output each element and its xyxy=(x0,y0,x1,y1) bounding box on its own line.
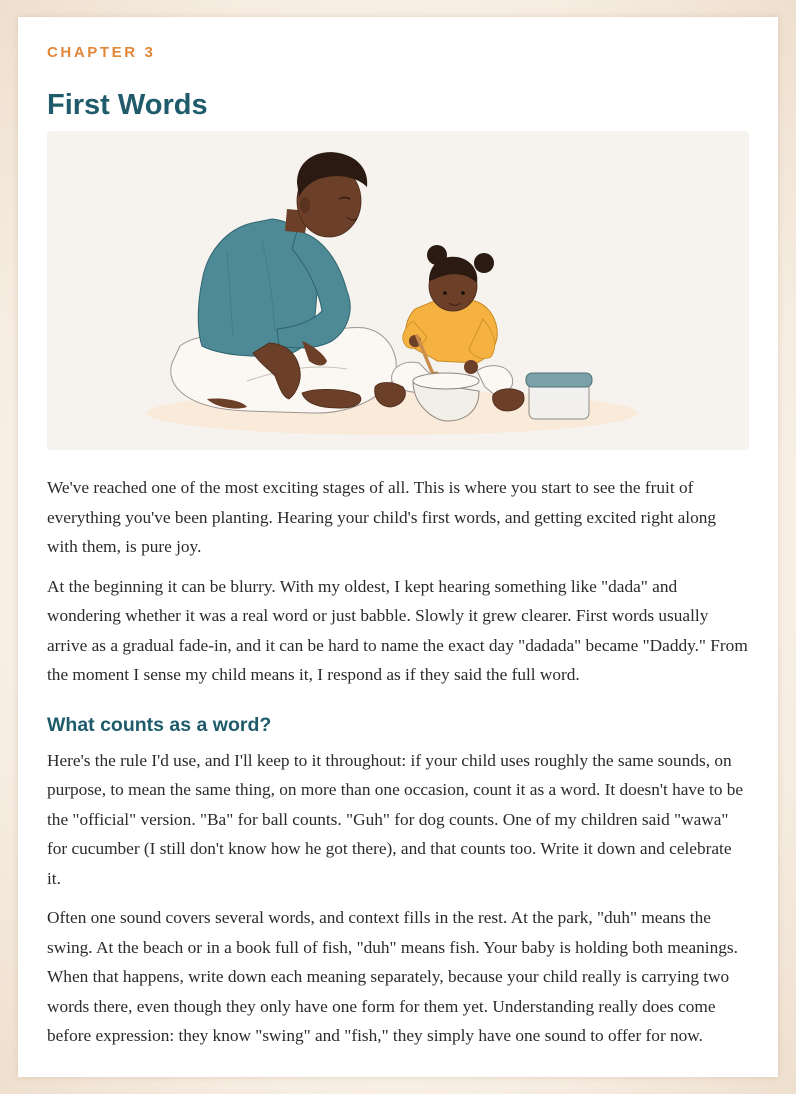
parent-and-toddler-illustration xyxy=(47,131,749,450)
intro-paragraph: We've reached one of the most exciting stages of all. This is where you start to see the fruit of everything you've been planting. Hearing your child's first words, and getting excited right along with them, is pure joy. xyxy=(47,478,716,556)
page-content xyxy=(47,43,749,1051)
context-paragraph: Often one sound covers several words, and context fills in the rest. At the park, "duh" means the swing. At the beach or in a book full of fish, "duh" means fish. Your baby is holding both meanings. When that happens, write down each meaning separately, because your child really is carrying two words there, even though they only have one form for them yet. Understanding really does come before expression: they know "swing" and "fish," they simply have one sound to offer for now. xyxy=(47,908,738,1045)
book-page xyxy=(18,17,778,1077)
chapter-illustration xyxy=(47,131,749,450)
word-rule-paragraph: Here's the rule I'd use, and I'll keep to it throughout: if your child uses roughly the same sounds, on purpose, to mean the same thing, on more than one occasion, count it as a word. It doesn't have to be the "official" version. "Ba" for ball counts. "Guh" for dog counts. One of my children said "wawa" for cucumber (I still don't know how he got there), and that counts too. Write it down and celebrate it. xyxy=(47,750,744,888)
blurry-beginning-paragraph: At the beginning it can be blurry. With my oldest, I kept hearing something like "dada" and wondering whether it was a real word or just babble. Slowly it grew clearer. First words usually arrive as a gradual fade-in, and it can be hard to name the exact day "dadada" became "Daddy." From the moment I sense my child means it, I respond as if they said the full word. xyxy=(47,576,748,684)
chapter-label: CHAPTER 3 xyxy=(47,44,156,61)
section-heading: What counts as a word? xyxy=(47,713,272,736)
chapter-title: First Words xyxy=(47,89,208,121)
